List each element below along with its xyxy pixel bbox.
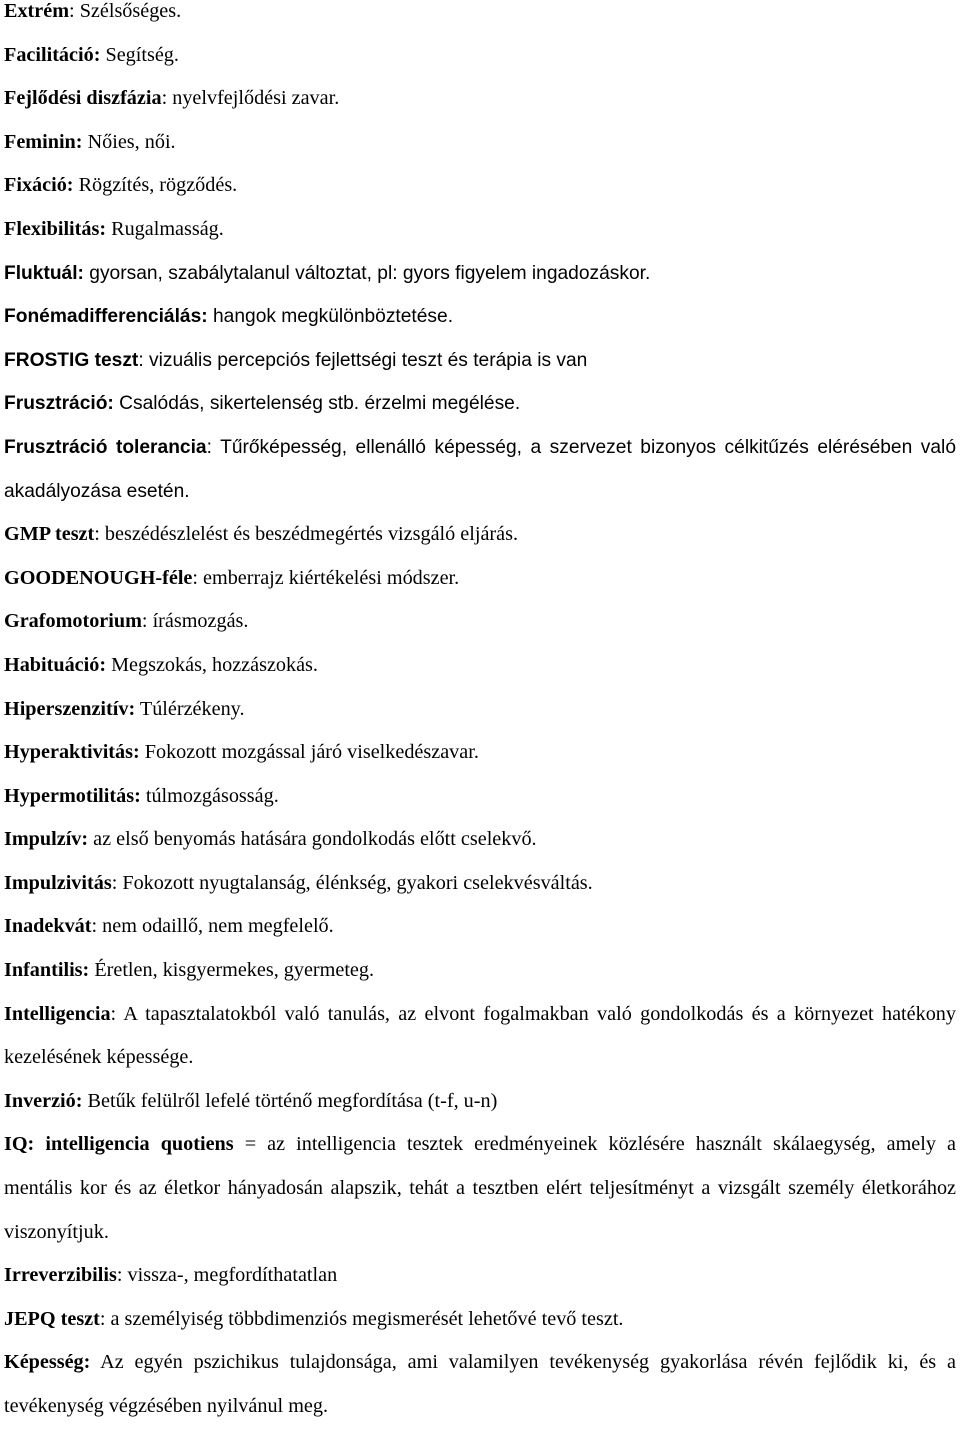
glossary-term: Inadekvát	[4, 915, 92, 938]
glossary-term: Hiperszenzitív:	[4, 697, 136, 720]
glossary-entry	[4, 121, 956, 165]
glossary-term: Habituáció:	[4, 653, 107, 676]
glossary-entry	[4, 818, 956, 862]
glossary-definition: írásmozgás.	[152, 610, 249, 633]
glossary-definition: Segítség.	[105, 43, 179, 66]
glossary-term: Inverzió:	[4, 1089, 83, 1112]
glossary-term: Fejlődési diszfázia	[4, 87, 162, 110]
glossary-definition: Éretlen, kisgyermekes, gyermeteg.	[94, 959, 375, 982]
glossary-definition: Tűrőképesség, ellenálló képesség, a szervezet bizonyos célkitűzés elérésében való akadályozása esetén.	[4, 436, 956, 502]
glossary-term: Frusztráció:	[4, 393, 114, 415]
glossary-term: Extrém	[4, 0, 70, 22]
glossary-definition: Az egyén pszichikus tulajdonsága, ami valamilyen tevékenység gyakorlása révén fejlődik ki, és a tevékenység végzésében nyilvánul meg.	[4, 1351, 956, 1417]
glossary-definition: beszédészlelést és beszédmegértés vizsgáló eljárás.	[104, 523, 519, 546]
glossary-definition: a személyiség többdimenziós megismerését lehetővé tevő teszt.	[110, 1307, 624, 1330]
glossary-term: Infantilis:	[4, 959, 90, 982]
glossary-definition: vissza-, megfordíthatatlan	[127, 1264, 338, 1287]
glossary-entry: GMP teszt: beszédészlelést és beszédmegértés vizsgáló eljárás.	[4, 523, 519, 546]
glossary-entry	[4, 1080, 956, 1124]
glossary-term: FROSTIG teszt	[4, 349, 139, 371]
glossary-definition: vizuális percepciós fejlettségi teszt és terápia is van	[149, 349, 588, 371]
glossary-definition: = az intelligencia tesztek eredményeinek közlésére használt skálaegység, amely a mentális kor és az életkor hányadosán alapszik, tehát a tesztben elért teljesítményt a vizsgált személy életkorához viszonyítjuk.	[4, 1133, 956, 1243]
glossary-entry	[4, 688, 956, 732]
glossary-definition: gyorsan, szabálytalanul változtat, pl: gyors figyelem ingadozáskor.	[89, 262, 651, 284]
glossary-term: Flexibilitás:	[4, 217, 107, 240]
glossary-definition: Betűk felülről lefelé történő megfordítása (t-f, u-n)	[87, 1089, 498, 1112]
glossary-entry	[4, 1123, 956, 1254]
glossary-definition: túlmozgásosság.	[145, 784, 279, 807]
glossary-term: Intelligencia	[4, 1002, 111, 1025]
glossary-entry	[4, 644, 956, 688]
glossary-definition: Megszokás, hozzászokás.	[111, 653, 318, 676]
glossary-entry: Frusztráció tolerancia: Tűrőképesség, ellenálló képesség, a szervezet bizonyos célkitűzés elérésében való akadályozása esetén.	[4, 436, 956, 502]
glossary-term: Impulzív:	[4, 828, 89, 851]
glossary-term: Irreverzibilis	[4, 1264, 117, 1287]
glossary-entry	[4, 775, 956, 819]
glossary-entry: Intelligencia: A tapasztalatokból való tanulás, az elvont fogalmakban való gondolkodás és a környezet hatékony kezelésének képessége.	[4, 1002, 956, 1069]
glossary-definition: A tapasztalatokból való tanulás, az elvont fogalmakban való gondolkodás és a környezet hatékony kezelésének képessége.	[4, 1002, 956, 1069]
glossary-definition: az első benyomás hatására gondolkodás előtt cselekvő.	[93, 828, 537, 851]
glossary-entry: Grafomotorium: írásmozgás.	[4, 610, 249, 633]
glossary-definition: Szélsőséges.	[79, 0, 182, 22]
glossary-term: Hypermotilitás:	[4, 784, 141, 807]
glossary-term: Grafomotorium	[4, 610, 142, 633]
glossary	[4, 0, 956, 1429]
glossary-term: GOODENOUGH-féle	[4, 566, 193, 589]
glossary-definition: Rögzítés, rögződés.	[78, 174, 238, 197]
glossary-term: Frusztráció tolerancia	[4, 436, 207, 458]
glossary-definition: nyelvfejlődési zavar.	[172, 87, 340, 110]
glossary-term: Fixáció:	[4, 174, 74, 197]
glossary-entry	[4, 949, 956, 993]
glossary-entry	[4, 208, 956, 252]
glossary-term: Hyperaktivitás:	[4, 741, 140, 764]
glossary-definition: Nőies, női.	[87, 130, 176, 153]
glossary-term: Impulzivitás	[4, 871, 112, 894]
glossary-entry	[4, 34, 956, 78]
glossary-term: Képesség:	[4, 1351, 91, 1374]
glossary-entry	[4, 731, 956, 775]
glossary-definition: Fokozott nyugtalanság, élénkség, gyakori cselekvésváltás.	[122, 871, 593, 894]
glossary-entry	[4, 382, 956, 426]
glossary-entry: Inadekvát: nem odaillő, nem megfelelő.	[4, 915, 334, 938]
glossary-definition: hangok megkülönböztetése.	[213, 306, 454, 328]
glossary-definition: Csalódás, sikertelenség stb. érzelmi megélése.	[119, 393, 521, 415]
glossary-definition: Fokozott mozgással járó viselkedészavar.	[144, 741, 479, 764]
glossary-entry	[4, 164, 956, 208]
glossary-entry: Impulzivitás: Fokozott nyugtalanság, élénkség, gyakori cselekvésváltás.	[4, 871, 593, 894]
glossary-term: JEPQ teszt	[4, 1307, 100, 1330]
glossary-entry	[4, 252, 956, 296]
glossary-definition: nem odaillő, nem megfelelő.	[102, 915, 334, 938]
glossary-entry: Fejlődési diszfázia: nyelvfejlődési zavar.	[4, 87, 340, 110]
glossary-entry: Extrém: Szélsőséges.	[4, 0, 182, 22]
glossary-term: Fluktuál:	[4, 262, 84, 284]
glossary-entry: JEPQ teszt: a személyiség többdimenziós megismerését lehetővé tevő teszt.	[4, 1307, 624, 1330]
glossary-definition: emberrajz kiértékelési módszer.	[203, 566, 460, 589]
glossary-term: Feminin:	[4, 130, 83, 153]
glossary-term: Facilitáció:	[4, 43, 101, 66]
glossary-entry	[4, 295, 956, 339]
glossary-definition: Túlérzékeny.	[139, 697, 245, 720]
glossary-term: GMP teszt	[4, 523, 95, 546]
glossary-term: Fonémadifferenciálás:	[4, 306, 208, 328]
glossary-entry: Irreverzibilis: vissza-, megfordíthatatlan	[4, 1264, 338, 1287]
glossary-entry: GOODENOUGH-féle: emberrajz kiértékelési módszer.	[4, 566, 460, 589]
glossary-term: IQ: intelligencia quotiens	[4, 1133, 234, 1156]
glossary-entry: FROSTIG teszt: vizuális percepciós fejlettségi teszt és terápia is van	[4, 349, 588, 371]
glossary-definition: Rugalmasság.	[111, 217, 224, 240]
